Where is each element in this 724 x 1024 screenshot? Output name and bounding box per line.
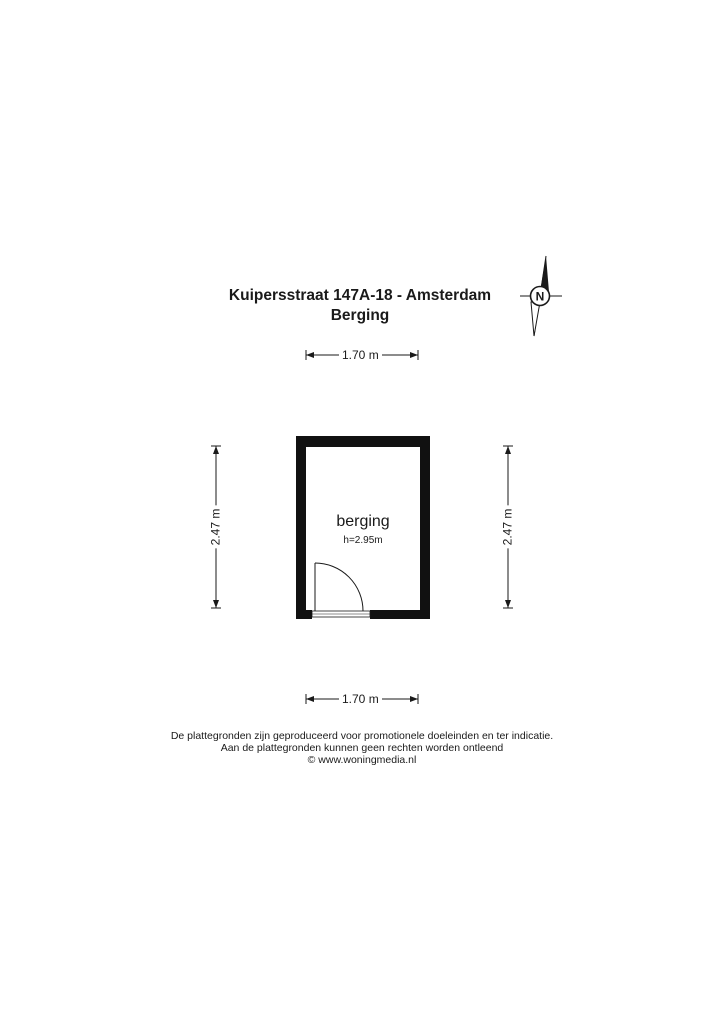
address-title: Kuipersstraat 147A-18 - Amsterdam bbox=[228, 287, 492, 304]
dimension-label-top: 1.70 m bbox=[339, 348, 382, 362]
dimension-label-bottom: 1.70 m bbox=[339, 692, 382, 706]
copyright-line: © www.woningmedia.nl bbox=[307, 754, 417, 766]
dimension-label-left: 2.47 m bbox=[208, 506, 222, 549]
disclaimer-line-1: De plattegronden zijn geproduceerd voor promotionele doeleinden en ter indicatie. bbox=[170, 730, 554, 742]
floor-title: Berging bbox=[330, 307, 390, 324]
disclaimer-line-2: Aan de plattegronden kunnen geen rechten worden ontleend bbox=[220, 742, 504, 754]
room-height-label: h=2.95m bbox=[343, 535, 383, 546]
disclaimer-text bbox=[100, 730, 624, 766]
compass-letter: N bbox=[535, 289, 545, 304]
door-swing bbox=[312, 563, 370, 617]
room-label: berging bbox=[336, 513, 390, 530]
dimension-label-right: 2.47 m bbox=[500, 506, 514, 549]
